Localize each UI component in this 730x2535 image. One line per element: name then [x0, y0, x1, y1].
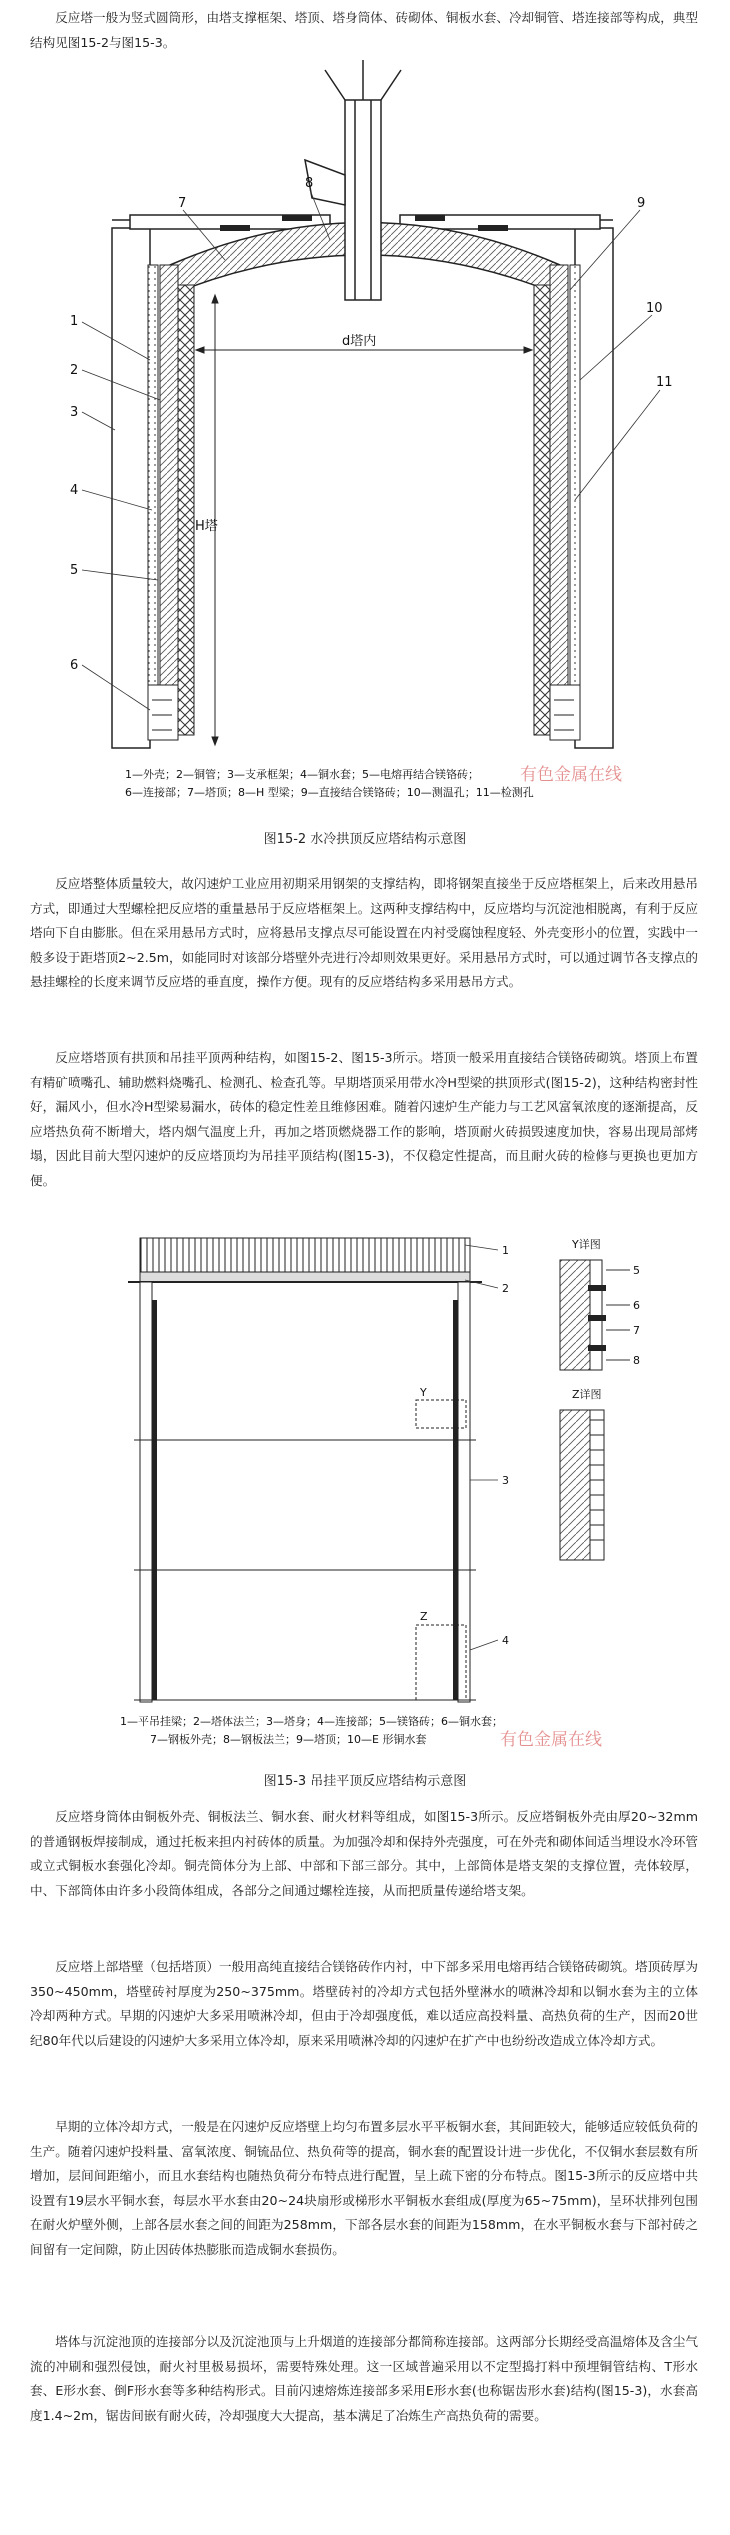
- paragraph-lining-cooling: 反应塔上部塔壁（包括塔顶）一般用高纯直接结合镁铬砖作内衬，中下部多采用电熔再结合镁铬砖砌筑。塔顶砖厚为350~450mm，塔壁砖衬厚度为250~375mm。塔壁砖衬的冷却方式包括外壁淋水的喷淋冷却和以铜水套为主的立体冷却两种方式。早期的闪速炉大多采用喷淋冷却，但由于冷却强度低，难以适应高投料量、高热负荷的生产，因而20世纪80年代以后建设的闪速炉大多采用立体冷却，原来采用喷淋冷却的闪速炉在扩产中也纷纷改造成立体冷却方式。: [30, 1959, 698, 2048]
- callout-1: 1: [70, 314, 79, 329]
- callout-6: 6: [70, 658, 79, 673]
- figure1-legend-line1: 1—外壳；2—铜管；3—支承框架；4—铜水套；5—电熔再结合镁铬砖；: [125, 768, 479, 781]
- figure-suspended-flat-roof: [120, 1230, 680, 1750]
- shaft-shell-left: [140, 1282, 152, 1702]
- callout-10: 10: [646, 301, 663, 316]
- callout-9: 9: [637, 196, 646, 211]
- flange-lines: [134, 1440, 476, 1700]
- dim-height-label: H塔: [195, 519, 218, 534]
- callout-8: 8: [305, 176, 314, 191]
- callout-7: 7: [178, 196, 187, 211]
- connection-part: [148, 685, 580, 740]
- figure1-legend-line2: 6—连接部；7—塔顶；8—H 型梁；9—直接结合镁铬砖；10—测温孔；11—检测孔: [125, 786, 534, 799]
- paragraph-support-structure: 反应塔整体质量较大，故闪速炉工业应用初期采用钢架的支撑结构，即将钢架直接坐于反应塔框架上，后来改用悬吊方式，即通过大型螺栓把反应塔的重量悬吊于反应塔框架上。这两种支撑结构中，反应塔均与沉淀池相脱离，有利于反应塔向下自由膨胀。但在采用悬吊方式时，应将悬吊支撑点尽可能设置在内衬受腐蚀程度轻、外壳变形小的位置，实践中一般多设于距塔顶2~2.5m，如能同时对该部分塔壁外壳进行冷却则效果更好。采用悬吊方式时，可以通过调节各支撑点的悬挂螺栓的长度来调节反应塔的垂直度，操作方便。现有的反应塔结构多采用悬吊方式。: [30, 876, 698, 989]
- shaft-wall-right: [534, 265, 580, 735]
- roof-brick: [140, 1272, 470, 1282]
- watermark-2: 有色金属在线: [500, 1730, 602, 1750]
- figure-water-cooled-arch-roof: [20, 60, 710, 800]
- detail-z-title: Z详图: [572, 1388, 602, 1401]
- watermark-1: 有色金属在线: [520, 765, 622, 785]
- figure2-legend-line2: 7—钢板外壳；8—钢板法兰；9—塔顶；10—E 形铜水套: [150, 1733, 427, 1746]
- concentrate-burner: [305, 60, 401, 300]
- shaft-wall-left: [148, 265, 194, 735]
- shaft-shell-right: [458, 1282, 470, 1702]
- callout-3: 3: [70, 405, 79, 420]
- detail-z-drawing: [560, 1410, 604, 1560]
- marker-y: Y: [420, 1386, 427, 1399]
- detail-y-callout-7: 7: [633, 1324, 640, 1337]
- paragraph-intro: 反应塔一般为竖式圆筒形，由塔支撑框架、塔顶、塔身筒体、砖砌体、铜板水套、冷却铜管、塔连接部等构成，典型结构见图15-2与图15-3。: [30, 10, 698, 50]
- figure2-caption: 图15-3 吊挂平顶反应塔结构示意图: [263, 1774, 467, 1789]
- detail-y-callout-8: 8: [633, 1354, 640, 1367]
- shaft-cooling-jackets: [152, 1300, 458, 1700]
- suspension-beam: [140, 1238, 470, 1272]
- detail-y-title: Y详图: [572, 1238, 601, 1251]
- callout-4: 4: [70, 483, 79, 498]
- callout-11: 11: [656, 375, 673, 390]
- dimension-lines: [196, 295, 532, 745]
- detail-y-drawing: [560, 1260, 630, 1370]
- paragraph-roof-types: 反应塔塔顶有拱顶和吊挂平顶两种结构，如图15-2、图15-3所示。塔顶一般采用直接结合镁铬砖砌筑。塔顶上布置有精矿喷嘴孔、辅助燃料烧嘴孔、检测孔、检查孔等。早期塔顶采用带水冷H型梁的拱顶形式(图15-2)，这种结构密封性好，漏风小，但水冷H型梁易漏水，砖体的稳定性差且维修困难。随着闪速炉生产能力与工艺风富氧浓度的逐渐提高，反应塔热负荷不断增大，塔内烟气温度上升，再加之塔顶燃烧器工作的影响，塔顶耐火砖损毁速度加快，容易出现局部烤塌，因此目前大型闪速炉的反应塔顶均为吊挂平顶结构(图15-3)，不仅稳定性提高，而且耐火砖的检修与更换也更加方便。: [30, 1050, 698, 1188]
- paragraph-shaft-body: 反应塔身筒体由铜板外壳、铜板法兰、铜水套、耐火材料等组成，如图15-3所示。反应塔铜板外壳由厚20~32mm的普通钢板焊接制成，通过托板来担内衬砖体的质量。为加强冷却和保持外壳强度，可在外壳和砌体间适当埋设水冷环管或立式铜板水套强化冷却。铜壳筒体分为上部、中部和下部三部分。其中，上部筒体是塔支架的支撑位置，壳体较厚，中、下部筒体由许多小段筒体组成，各部分之间通过螺栓连接，从而把质量传递给塔支架。: [30, 1809, 698, 1898]
- detail-y-callout-5: 5: [633, 1264, 640, 1277]
- fig2-callout-4: 4: [502, 1634, 509, 1647]
- fig2-callout-3: 3: [502, 1474, 509, 1487]
- figure1-caption: 图15-2 水冷拱顶反应塔结构示意图: [263, 832, 467, 847]
- callout-5: 5: [70, 563, 79, 578]
- figure2-legend-line1: 1—平吊挂梁；2—塔体法兰；3—塔身；4—连接部；5—镁铬砖；6—铜水套；: [120, 1715, 503, 1728]
- fig2-callout-2: 2: [502, 1282, 509, 1295]
- paragraph-connection-part: 塔体与沉淀池顶的连接部分以及沉淀池顶与上升烟道的连接部分都简称连接部。这两部分长期经受高温熔体及含尘气流的冲刷和强烈侵蚀，耐火衬里极易损坏，需要特殊处理。这一区域普遍采用以不定型捣打料中预埋铜管结构、T形水套、E形水套、倒F形水套等多种结构形式。目前闪速熔炼连接部多采用E形水套(也称锯齿形水套)结构(图15-3)，水套高度1.4~2m，锯齿间嵌有耐火砖，冷却强度大大提高，基本满足了冶炼生产高热负荷的需要。: [30, 2334, 698, 2423]
- callout-2: 2: [70, 363, 79, 378]
- detail-y-callout-6: 6: [633, 1299, 640, 1312]
- dim-diameter-label: d塔内: [342, 334, 377, 349]
- fig2-callout-1: 1: [502, 1244, 509, 1257]
- paragraph-jacket-layout: 早期的立体冷却方式，一般是在闪速炉反应塔壁上均匀布置多层水平平板铜水套，其间距较大，能够适应较低负荷的生产。随着闪速炉投料量、富氧浓度、铜锍品位、热负荷等的提高，铜水套的配置设计进一步优化，不仅铜水套层数有所增加，层间间距缩小，而且水套结构也随热负荷分布特点进行配置，呈上疏下密的分布特点。图15-3所示的反应塔中共设置有19层水平铜水套，每层水平水套由20~24块扇形或梯形水平铜板水套组成(厚度为65~75mm)，呈环状排列包围在耐火炉壁外侧，上部各层水套之间的间距为258mm，下部各层水套的间距为158mm，在水平铜板水套与下部衬砖之间留有一定间隙，防止因砖体热膨胀而造成铜水套损伤。: [30, 2119, 698, 2257]
- marker-z: Z: [420, 1610, 428, 1623]
